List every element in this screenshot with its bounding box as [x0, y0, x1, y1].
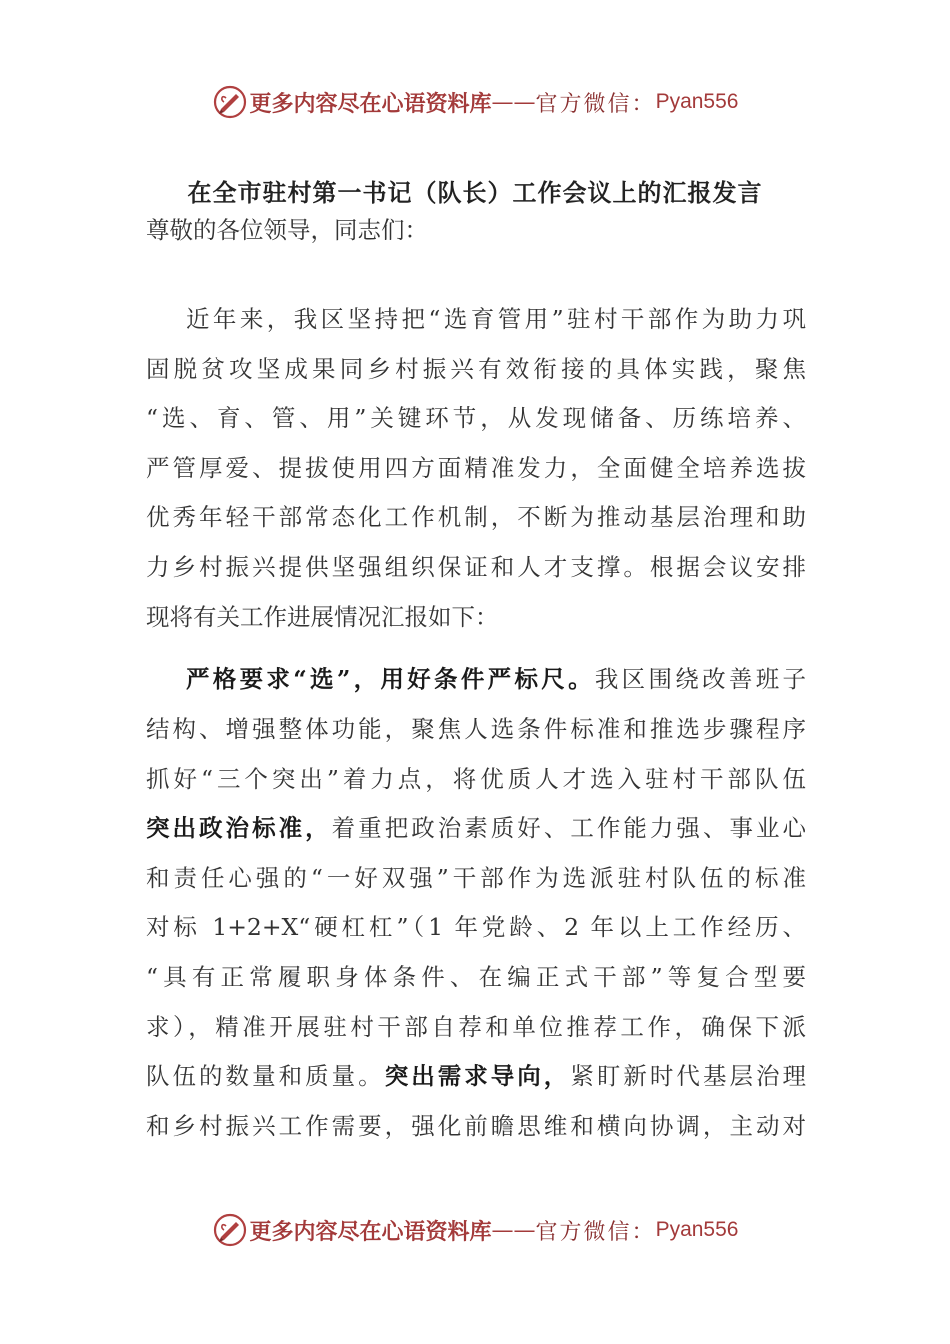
- pen-logo-icon: [212, 84, 248, 120]
- para2-line: 和责任心强的“一好双强”干部作为选派驻村队伍的标准: [146, 864, 806, 892]
- para2-line: [186, 663, 806, 695]
- watermark-wechat-label: 官方微信：: [535, 1219, 656, 1245]
- para2-line: [146, 1060, 806, 1092]
- watermark-wechat-id: Pyan556: [655, 1218, 739, 1241]
- watermark-text: 更多内容尽在心语资料库: [249, 1218, 492, 1245]
- pen-logo-icon: [212, 1212, 248, 1248]
- watermark-wechat-id: Pyan556: [655, 90, 739, 113]
- para2-text: 紧盯新时代基层治理: [570, 1062, 807, 1090]
- para1-line: 近年来，我区坚持把“选育管用”驻村干部作为助力巩: [186, 305, 806, 333]
- para2-text: 着重把政治素质好、工作能力强、事业心: [331, 814, 807, 842]
- watermark-dash: ——: [491, 1217, 536, 1243]
- para1-line: 力乡村振兴提供坚强组织保证和人才支撑。根据会议安排: [146, 553, 806, 581]
- footer-watermark-banner: [0, 1210, 950, 1250]
- para1-line: 固脱贫攻坚成果同乡村振兴有效衔接的具体实践，聚焦: [146, 355, 806, 383]
- document-title: 在全市驻村第一书记（队长）工作会议上的汇报发言: [187, 178, 763, 207]
- para2-line: 和乡村振兴工作需要，强化前瞻思维和横向协调，主动对: [146, 1112, 806, 1140]
- para2-text: 队伍的数量和质量。: [146, 1062, 385, 1090]
- para2-line: 结构、增强整体功能，聚焦人选条件标准和推选步骤程序: [146, 715, 806, 743]
- watermark-text: 更多内容尽在心语资料库: [249, 90, 492, 117]
- para1-line: 优秀年轻干部常态化工作机制，不断为推动基层治理和助: [146, 503, 806, 531]
- para2-line: 求），精准开展驻村干部自荐和单位推荐工作，确保下派: [146, 1013, 806, 1041]
- para2-line: 抓好“三个突出”着力点，将优质人才选入驻村干部队伍: [146, 765, 806, 793]
- para1-line: 现将有关工作进展情况汇报如下：: [146, 603, 499, 631]
- para2-heading: 严格要求“选”，用好条件严标尺。: [186, 665, 595, 693]
- para2-line: 对标 1+2+X“硬杠杠”（1 年党龄、2 年以上工作经历、: [146, 913, 806, 941]
- para2-line: “具有正常履职身体条件、在编正式干部”等复合型要: [146, 963, 806, 991]
- para2-subheading: 突出政治标准，: [146, 814, 332, 842]
- header-watermark-banner: [0, 82, 950, 122]
- para2-line: [146, 812, 806, 844]
- para1-line: “选、育、管、用”关键环节，从发现储备、历练培养、: [146, 404, 806, 432]
- para2-text: 我区围绕改善班子: [594, 665, 806, 693]
- salutation: 尊敬的各位领导，同志们：: [146, 216, 428, 244]
- watermark-dash: ——: [491, 89, 536, 115]
- watermark-wechat-label: 官方微信：: [535, 91, 656, 117]
- para1-line: 严管厚爱、提拔使用四方面精准发力，全面健全培养选拔: [146, 454, 806, 482]
- para2-subheading: 突出需求导向，: [384, 1062, 571, 1090]
